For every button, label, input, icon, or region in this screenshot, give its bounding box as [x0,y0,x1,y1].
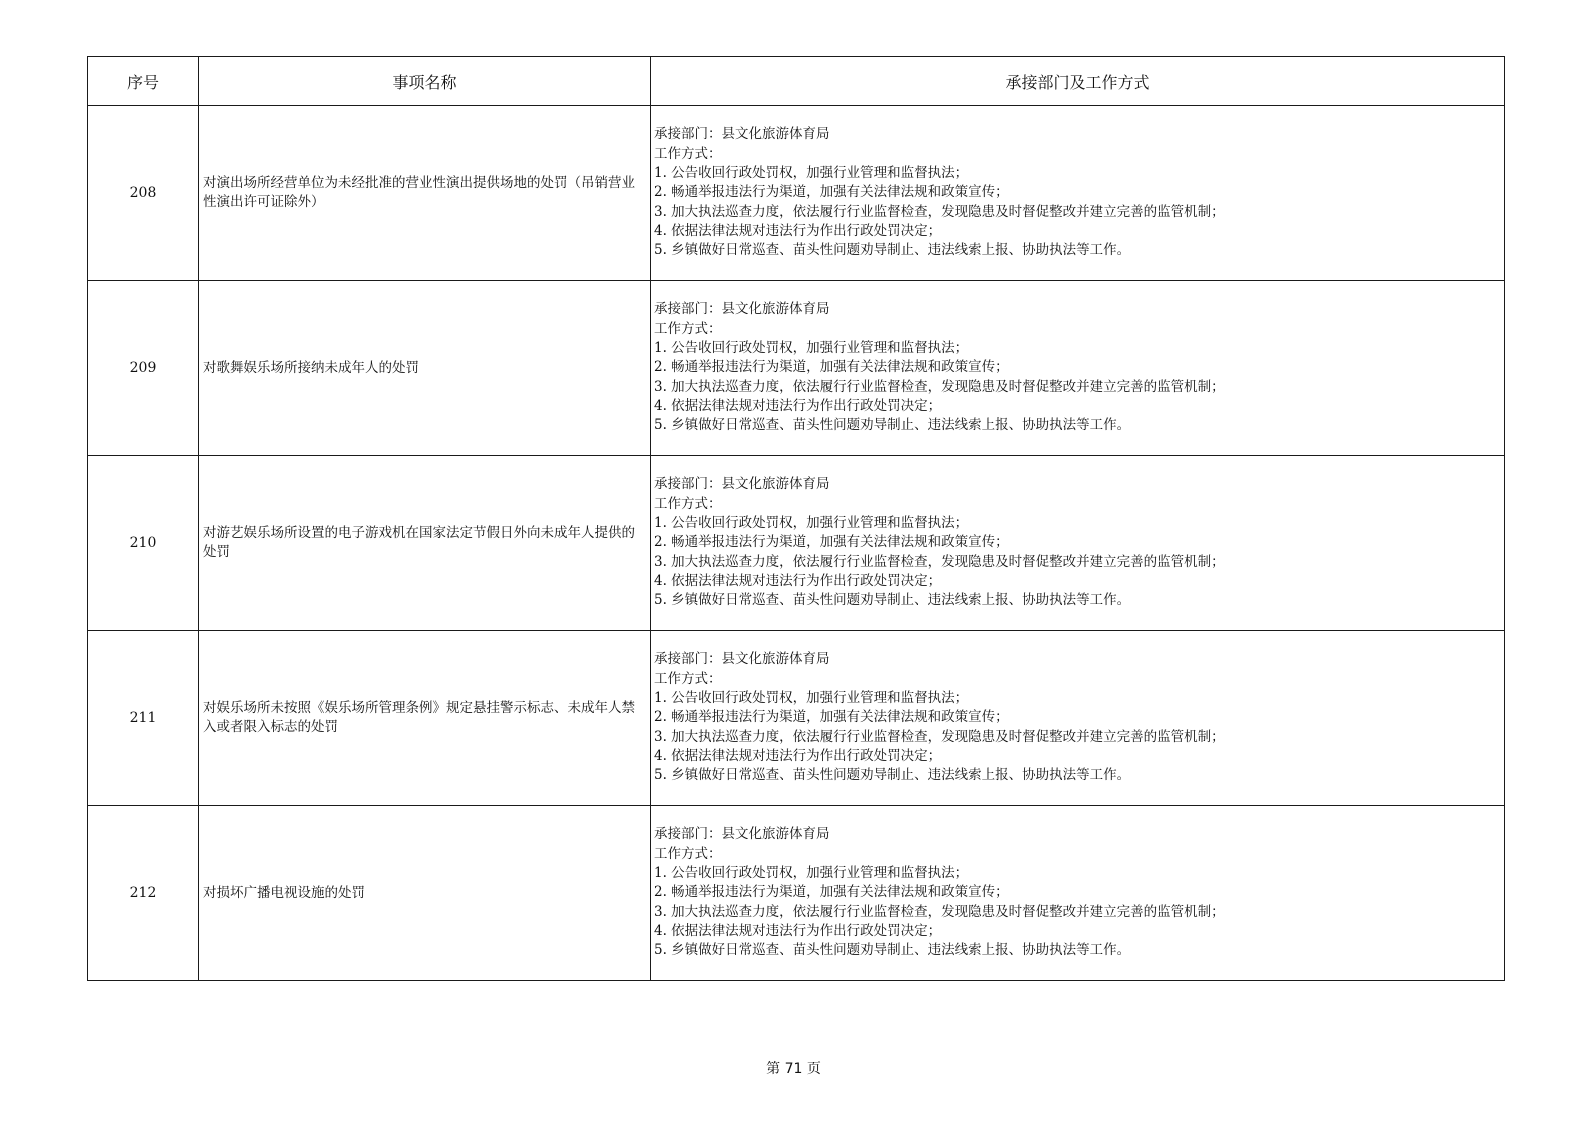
table-row [88,456,1505,631]
method-step-5: 5. 乡镇做好日常巡查、苗头性问题劝导制止、违法线索上报、协助执法等工作。 [654,417,1131,434]
method-step-2: 2. 畅通举报违法行为渠道，加强有关法律法规和政策宣传； [654,534,1009,551]
method-step-5: 5. 乡镇做好日常巡查、苗头性问题劝导制止、违法线索上报、协助执法等工作。 [654,592,1131,609]
method-step-2: 2. 畅通举报违法行为渠道，加强有关法律法规和政策宣传； [654,709,1009,726]
method-step-3: 3. 加大执法巡查力度，依法履行行业监督检查，发现隐患及时督促整改并建立完善的监管机制； [654,378,1225,395]
table-row [88,281,1505,456]
row-item-name: 对演出场所经营单位为未经批准的营业性演出提供场地的处罚（吊销营业性演出许可证除外） [199,106,651,281]
method-step-1: 1. 公告收回行政处罚权，加强行业管理和监督执法； [654,515,969,532]
method-step-3: 3. 加大执法巡查力度，依法履行行业监督检查，发现隐患及时督促整改并建立完善的监管机制； [654,903,1225,920]
method-step-3: 3. 加大执法巡查力度，依法履行行业监督检查，发现隐患及时督促整改并建立完善的监管机制； [654,203,1225,220]
table-row [88,106,1505,281]
method-step-5: 5. 乡镇做好日常巡查、苗头性问题劝导制止、违法线索上报、协助执法等工作。 [654,767,1131,784]
method-heading: 工作方式： [654,495,722,512]
method-step-3: 3. 加大执法巡查力度，依法履行行业监督检查，发现隐患及时督促整改并建立完善的监管机制； [654,553,1225,570]
table-row [88,806,1505,981]
method-heading: 工作方式： [654,145,722,162]
method-heading: 工作方式： [654,845,722,862]
row-serial-number: 208 [88,106,199,281]
table-header-row [88,57,1505,106]
table-row [88,631,1505,806]
page-number: 第 71 页 [766,1061,821,1077]
method-heading: 工作方式： [654,320,722,337]
header-serial-number: 序号 [88,57,199,106]
row-department-method [651,281,1505,456]
method-step-2: 2. 畅通举报违法行为渠道，加强有关法律法规和政策宣传； [654,184,1009,201]
method-step-4: 4. 依据法律法规对违法行为作出行政处罚决定； [654,397,942,414]
row-item-name: 对娱乐场所未按照《娱乐场所管理条例》规定悬挂警示标志、未成年人禁入或者限入标志的处罚 [199,631,651,806]
method-step-4: 4. 依据法律法规对违法行为作出行政处罚决定； [654,572,942,589]
header-item-name: 事项名称 [199,57,651,106]
row-department-method [651,631,1505,806]
department-line: 承接部门：县文化旅游体育局 [654,126,830,143]
method-step-3: 3. 加大执法巡查力度，依法履行行业监督检查，发现隐患及时督促整改并建立完善的监管机制； [654,728,1225,745]
row-department-method [651,806,1505,981]
method-step-5: 5. 乡镇做好日常巡查、苗头性问题劝导制止、违法线索上报、协助执法等工作。 [654,242,1131,259]
row-serial-number: 212 [88,806,199,981]
method-step-1: 1. 公告收回行政处罚权，加强行业管理和监督执法； [654,865,969,882]
method-step-4: 4. 依据法律法规对违法行为作出行政处罚决定； [654,922,942,939]
matters-table [87,56,1505,981]
row-item-name: 对损坏广播电视设施的处罚 [199,806,651,981]
department-line: 承接部门：县文化旅游体育局 [654,651,830,668]
row-serial-number: 211 [88,631,199,806]
method-step-2: 2. 畅通举报违法行为渠道，加强有关法律法规和政策宣传； [654,884,1009,901]
row-serial-number: 209 [88,281,199,456]
method-step-4: 4. 依据法律法规对违法行为作出行政处罚决定； [654,222,942,239]
method-step-2: 2. 畅通举报违法行为渠道，加强有关法律法规和政策宣传； [654,359,1009,376]
method-step-1: 1. 公告收回行政处罚权，加强行业管理和监督执法； [654,165,969,182]
method-heading: 工作方式： [654,670,722,687]
method-step-5: 5. 乡镇做好日常巡查、苗头性问题劝导制止、违法线索上报、协助执法等工作。 [654,942,1131,959]
method-step-4: 4. 依据法律法规对违法行为作出行政处罚决定； [654,747,942,764]
method-step-1: 1. 公告收回行政处罚权，加强行业管理和监督执法； [654,340,969,357]
row-department-method [651,456,1505,631]
row-item-name: 对游艺娱乐场所设置的电子游戏机在国家法定节假日外向未成年人提供的处罚 [199,456,651,631]
department-line: 承接部门：县文化旅游体育局 [654,301,830,318]
department-line: 承接部门：县文化旅游体育局 [654,826,830,843]
row-department-method [651,106,1505,281]
row-serial-number: 210 [88,456,199,631]
header-department-method: 承接部门及工作方式 [651,57,1505,106]
method-step-1: 1. 公告收回行政处罚权，加强行业管理和监督执法； [654,690,969,707]
department-line: 承接部门：县文化旅游体育局 [654,476,830,493]
row-item-name: 对歌舞娱乐场所接纳未成年人的处罚 [199,281,651,456]
